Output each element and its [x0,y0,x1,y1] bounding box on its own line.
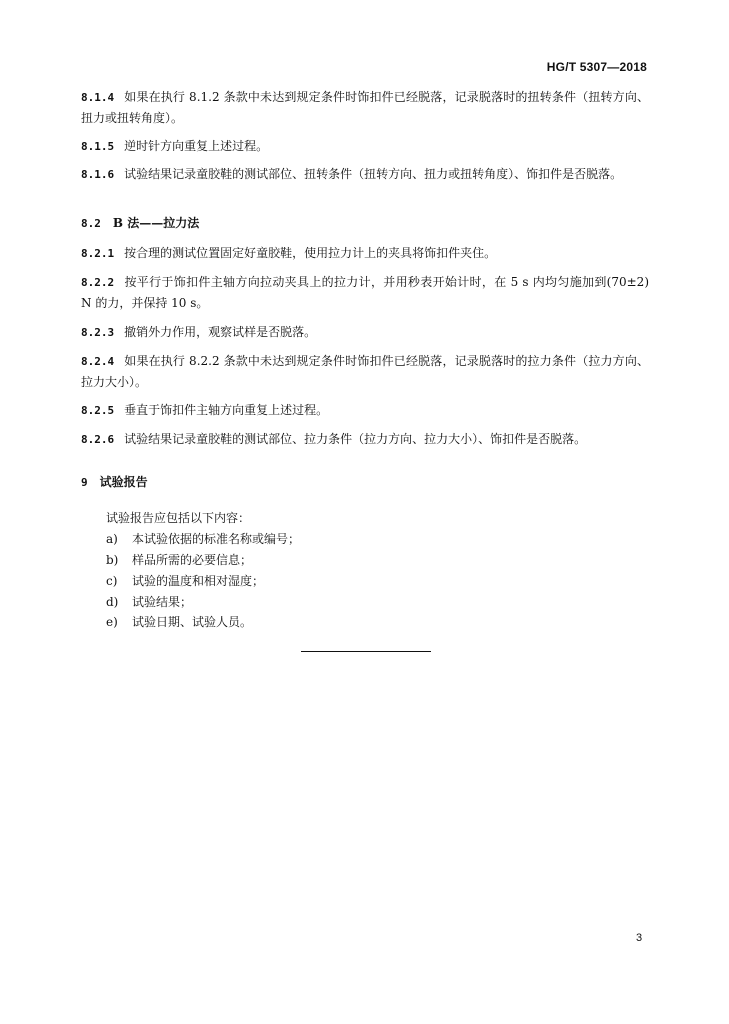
clause-number: 8.2.3 [81,326,115,339]
report-list-item [106,550,252,571]
clause-text: 按合理的测试位置固定好童胶鞋，使用拉力计上的夹具将饰扣件夹住。 [124,246,497,260]
clause-number: 8.1.6 [81,168,115,181]
report-list-item [106,571,264,592]
clause-number: 8.2.5 [81,404,115,417]
clause-text: 试验结果记录童胶鞋的测试部位、扭转条件（扭转方向、扭力或扭转角度）、饰扣件是否脱落。 [124,167,623,181]
document-body [81,0,649,1024]
end-of-document-rule [301,651,431,652]
clause-text: 按平行于饰扣件主轴方向拉动夹具上的拉力计，并用秒表开始计时，在 5 s 内均匀施加到(70±2) N 的力，并保持 10 s。 [81,275,649,310]
clause-8-1-6 [81,164,649,185]
clause-text: 如果在执行 8.1.2 条款中未达到规定条件时饰扣件已经脱落，记录脱落时的扭转条件（扭转方向、扭力或扭转角度）。 [81,90,649,125]
section-number: 8.2 [81,217,101,230]
list-item-text: 样品所需的必要信息； [132,553,253,567]
clause-8-2-5 [81,400,649,421]
section-heading-9 [81,472,148,493]
list-marker: d) [106,595,119,609]
list-marker: a) [106,532,118,546]
report-list-intro: 试验报告应包括以下内容： [106,511,251,525]
clause-8-2-6 [81,429,649,450]
clause-text: 逆时针方向重复上述过程。 [124,139,269,153]
list-item-text: 试验的温度和相对湿度； [132,574,265,588]
clause-number: 8.1.5 [81,140,115,153]
clause-8-1-4 [81,87,649,129]
clause-8-1-5 [81,136,649,157]
list-marker: c) [106,574,118,588]
clause-text: 如果在执行 8.2.2 条款中未达到规定条件时饰扣件已经脱落，记录脱落时的拉力条件（拉力方向、拉力大小）。 [81,354,649,389]
list-item-text: 本试验依据的标准名称或编号； [132,532,301,546]
clause-number: 8.2.2 [81,276,115,289]
list-marker: e) [106,615,118,629]
clause-number: 8.2.1 [81,247,115,260]
section-number: 9 [81,476,88,489]
clause-number: 8.2.6 [81,433,115,446]
section-title: B 法——拉力法 [112,216,200,230]
report-list-item [106,529,300,550]
section-heading-8-2 [81,213,199,234]
clause-text: 试验结果记录童胶鞋的测试部位、拉力条件（拉力方向、拉力大小）、饰扣件是否脱落。 [124,432,587,446]
section-title: 试验报告 [99,475,148,489]
clause-8-2-4 [81,351,649,393]
page-number: 3 [636,932,643,944]
clause-number: 8.2.4 [81,355,115,368]
list-marker: b) [106,553,119,567]
clause-8-2-2 [81,272,649,314]
clause-8-2-1 [81,243,649,264]
report-list-item [106,612,252,633]
clause-number: 8.1.4 [81,91,115,104]
standard-code: HG/T 5307—2018 [546,60,647,74]
clause-8-2-3 [81,322,649,343]
report-list-item [106,592,192,613]
list-item-text: 试验日期、试验人员。 [132,615,253,629]
clause-text: 撤销外力作用，观察试样是否脱落。 [124,325,317,339]
list-item-text: 试验结果； [132,595,193,609]
clause-text: 垂直于饰扣件主轴方向重复上述过程。 [124,403,329,417]
